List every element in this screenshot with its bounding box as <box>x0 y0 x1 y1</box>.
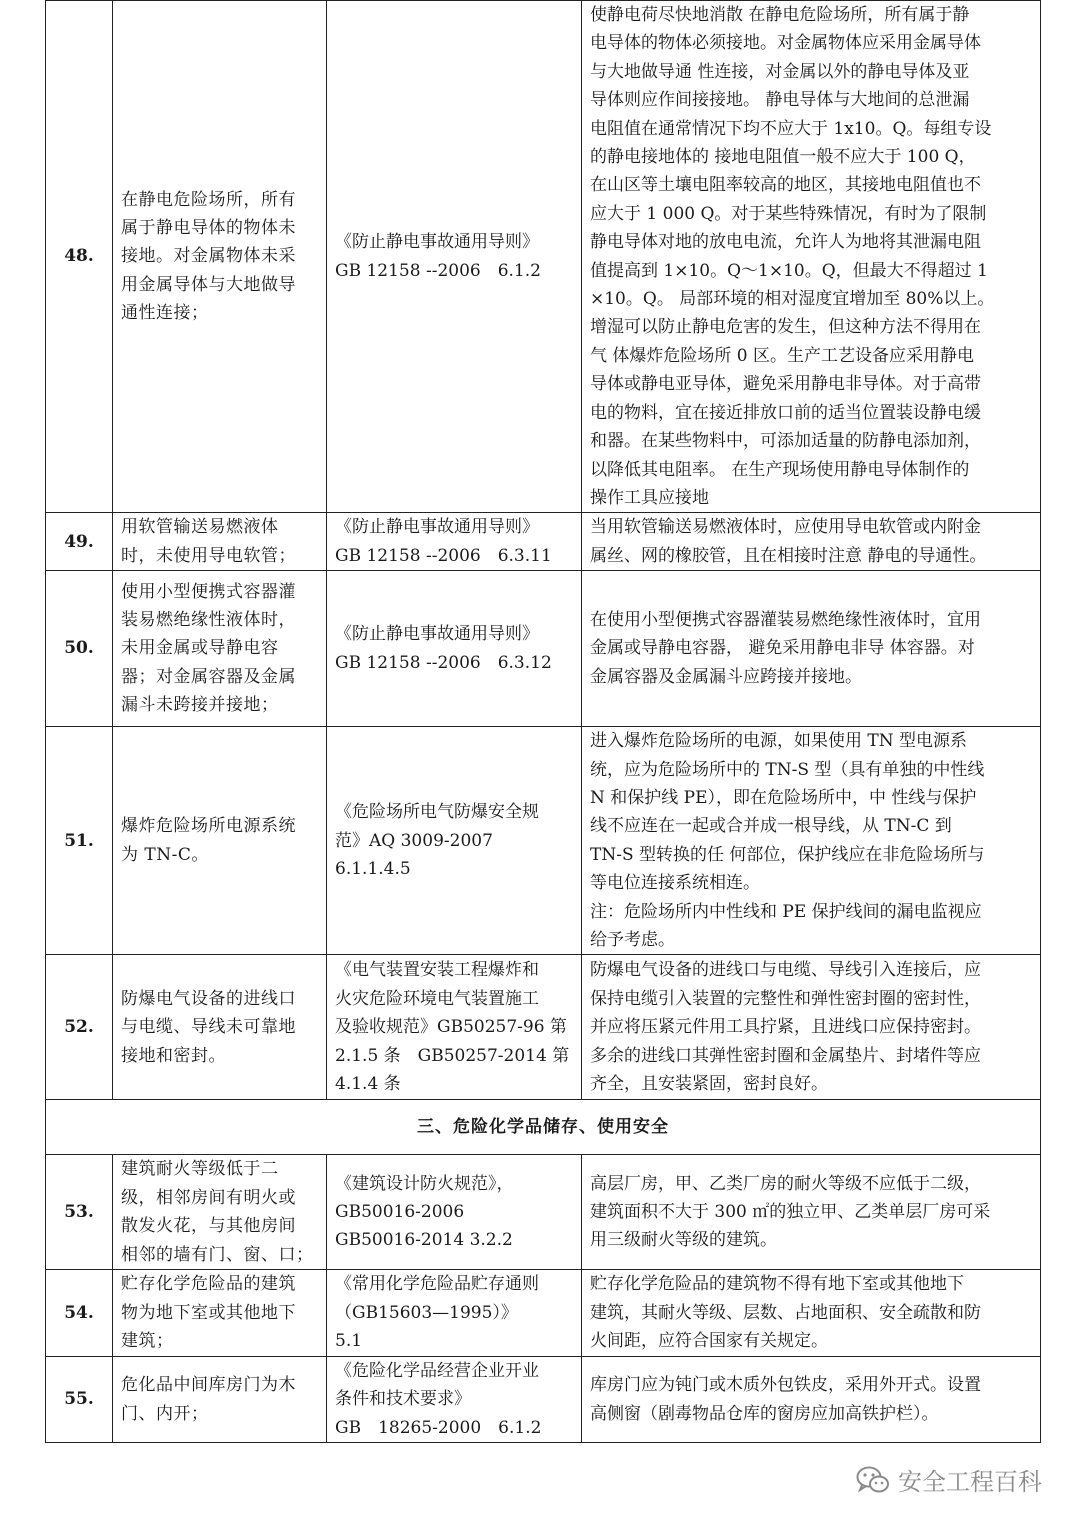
row-number: 48. <box>46 1 113 513</box>
text-line: 等电位连接系统相连。 <box>590 873 760 894</box>
text-line: GB50016-2006 <box>335 1201 465 1222</box>
text-line: 库房门应为钝门或木质外包铁皮，采用外开式。设置 <box>590 1375 981 1396</box>
text-line: 《防止静电事故通用导则》 <box>335 232 539 253</box>
text-line: 使静电荷尽快地消散 在静电危险场所，所有属于静 <box>590 5 970 25</box>
text-line: 时，未使用导电软管； <box>121 545 296 566</box>
text-line: 用三级耐火等级的建筑。 <box>590 1230 777 1251</box>
text-line: 条件和技术要求》 <box>335 1389 471 1410</box>
text-line: GB 12158 --2006 6.1.2 <box>335 260 541 281</box>
text-line: 爆炸危险场所电源系统 <box>121 816 296 837</box>
text-line: 与电缆、导线未可靠地 <box>121 1017 296 1038</box>
table-row <box>46 727 1041 955</box>
issue-cell <box>113 955 327 1100</box>
wechat-icon <box>856 1466 890 1494</box>
text-line: 散发火花，与其他房间 <box>121 1216 296 1237</box>
text-line: 在山区等土壤电阻率较高的地区，其接地电阻值也不 <box>590 175 981 196</box>
reference-cell <box>327 513 582 571</box>
text-line: 以降低其电阻率。 在生产现场使用静电导体制作的 <box>590 459 970 480</box>
text-line: 并应将压紧元件用工具拧紧，且进线口应保持密封。 <box>590 1017 981 1038</box>
text-line: 使用小型便携式容器灌 <box>121 581 296 602</box>
issue-cell <box>113 1270 327 1357</box>
text-line: 门、内开； <box>121 1403 209 1424</box>
text-line: 建筑，其耐火等级、层数、占地面积、安全疏散和防 <box>590 1302 981 1323</box>
hazard-checklist-table <box>45 0 1041 1443</box>
text-line: 建筑耐火等级低于二 <box>121 1159 279 1180</box>
row-number: 50. <box>46 571 113 727</box>
text-line: 火间距，应符合国家有关规定。 <box>590 1331 828 1352</box>
text-line: 《危险化学品经营企业开业 <box>335 1361 539 1381</box>
requirement-cell <box>582 1270 1041 1357</box>
text-line: 级，相邻房间有明火或 <box>121 1187 296 1208</box>
table-row <box>46 513 1041 571</box>
text-line: 未用金属或导静电容 <box>121 638 279 659</box>
requirement-cell <box>582 513 1041 571</box>
text-line: ×10。Q。 局部环境的相对湿度宜增加至 80%以上。 <box>590 289 995 310</box>
text-line: GB50016-2014 3.2.2 <box>335 1230 513 1251</box>
row-number: 52. <box>46 955 113 1100</box>
text-line: 建筑面积不大于 300 ㎡的独立甲、乙类单层厂房可采 <box>590 1201 991 1222</box>
text-line: 通性连接； <box>121 303 209 324</box>
text-line: 《防止静电事故通用导则》 <box>335 517 539 538</box>
row-number: 55. <box>46 1357 113 1443</box>
text-line: 接地和密封。 <box>121 1045 226 1066</box>
text-line: 电的物料，宜在接近排放口前的适当位置装设静电缓 <box>590 402 981 423</box>
text-line: 范》AQ 3009-2007 <box>335 830 493 851</box>
text-line: 用金属导体与大地做导 <box>121 274 296 295</box>
text-line: 危化品中间库房门为木 <box>121 1375 296 1396</box>
requirement-cell <box>582 727 1041 955</box>
text-line: 气 体爆炸危险场所 0 区。生产工艺设备应采用静电 <box>590 345 975 366</box>
reference-cell <box>327 727 582 955</box>
text-line: 防爆电气设备的进线口与电缆、导线引入连接后，应 <box>590 960 981 981</box>
text-line: （GB15603—1995）》 <box>335 1302 518 1323</box>
text-line: 接地。对金属物体未采 <box>121 246 296 267</box>
text-line: N 和保护线 PE），即在危险场所中，中 性线与保护 <box>590 787 977 808</box>
text-line: 导体或静电亚导体，避免采用静电非导体。对于高带 <box>590 374 981 395</box>
text-line: 装易燃绝缘性液体时， <box>121 610 296 631</box>
issue-cell <box>113 571 327 727</box>
text-line: 金属容器及金属漏斗应跨接并接地。 <box>590 666 862 687</box>
text-line: 值提高到 1×10。Q～1×10。Q，但最大不得超过 1 <box>590 260 988 281</box>
text-line: 6.1.1.4.5 <box>335 858 411 879</box>
text-line: 贮存化学危险品的建筑 <box>121 1274 296 1295</box>
text-line: 防爆电气设备的进线口 <box>121 988 296 1009</box>
text-line: 属丝、网的橡胶管，且在相接时注意 静电的导通性。 <box>590 545 987 566</box>
text-line: 和器。在某些物料中，可添加适量的防静电添加剂， <box>590 431 981 452</box>
text-line: 的静电接地体的 接地电阻值一般不应大于 100 Q， <box>590 147 976 168</box>
issue-cell <box>113 1155 327 1270</box>
text-line: 《防止静电事故通用导则》 <box>335 624 539 645</box>
reference-cell <box>327 1 582 513</box>
text-line: 4.1.4 条 <box>335 1073 401 1094</box>
text-line: 导体则应作间接接地。 静电导体与大地间的总泄漏 <box>590 90 970 111</box>
row-number: 54. <box>46 1270 113 1357</box>
text-line: 进入爆炸危险场所的电源，如果使用 TN 型电源系 <box>590 731 968 752</box>
row-number: 51. <box>46 727 113 955</box>
text-line: 火灾危险环境电气装置施工 <box>335 988 539 1009</box>
text-line: 相邻的墙有门、窗、口； <box>121 1244 314 1265</box>
text-line: 2.1.5 条 GB50257-2014 第 <box>335 1045 570 1066</box>
table-row <box>46 1357 1041 1443</box>
text-line: 建筑； <box>121 1331 174 1352</box>
text-line: TN-S 型转换的任 何部位，保护线应在非危险场所与 <box>590 844 985 865</box>
reference-cell <box>327 955 582 1100</box>
text-line: 及验收规范》GB50257-96 第 <box>335 1017 567 1038</box>
text-line: 静电导体对地的放电电流，允许人为地将其泄漏电阻 <box>590 232 981 253</box>
text-line: 高侧窗（剧毒物品仓库的窗房应加高铁护栏）。 <box>590 1403 939 1424</box>
issue-cell <box>113 727 327 955</box>
text-line: 应大于 1 000 Q。对于某些特殊情况，有时为了限制 <box>590 203 987 224</box>
text-line: 操作工具应接地 <box>590 487 709 508</box>
row-number: 53. <box>46 1155 113 1270</box>
section-row <box>46 1100 1041 1155</box>
requirement-cell <box>582 1155 1041 1270</box>
text-line: 给予考虑。 <box>590 929 675 950</box>
requirement-cell <box>582 955 1041 1100</box>
text-line: 齐全，且安装紧固，密封良好。 <box>590 1073 828 1094</box>
reference-cell <box>327 1155 582 1270</box>
text-line: 高层厂房，甲、乙类厂房的耐火等级不应低于二级， <box>590 1173 981 1194</box>
text-line: 电阻值在通常情况下均不应大于 1x10。Q。每组专设 <box>590 118 992 139</box>
table-row <box>46 955 1041 1100</box>
table-row <box>46 571 1041 727</box>
text-line: 线不应连在一起或合并成一根导线，从 TN-C 到 <box>590 816 952 837</box>
text-line: 增湿可以防止静电危害的发生，但这种方法不得用在 <box>590 317 981 338</box>
reference-cell <box>327 571 582 727</box>
requirement-cell <box>582 1357 1041 1443</box>
requirement-cell <box>582 571 1041 727</box>
table-row <box>46 1 1041 513</box>
text-line: 《建筑设计防火规范》， <box>335 1173 514 1194</box>
text-line: 在使用小型便携式容器灌装易燃绝缘性液体时，宜用 <box>590 610 981 631</box>
issue-cell <box>113 513 327 571</box>
reference-cell <box>327 1357 582 1443</box>
text-line: GB 12158 --2006 6.3.11 <box>335 545 552 566</box>
section-title: 三、危险化学品储存、使用安全 <box>46 1100 1041 1155</box>
text-line: 多余的进线口其弹性密封圈和金属垫片、封堵件等应 <box>590 1045 981 1066</box>
text-line: 《常用化学危险品贮存通则 <box>335 1274 539 1295</box>
text-line: 5.1 <box>335 1331 363 1352</box>
row-number: 49. <box>46 513 113 571</box>
text-line: 当用软管输送易燃液体时，应使用导电软管或内附金 <box>590 517 981 538</box>
text-line: 与大地做导通 性连接，对金属以外的静电导体及亚 <box>590 61 970 82</box>
text-line: 贮存化学危险品的建筑物不得有地下室或其他地下 <box>590 1274 964 1295</box>
text-line: 保持电缆引入装置的完整性和弹性密封圈的密封性， <box>590 988 981 1009</box>
reference-cell <box>327 1270 582 1357</box>
text-line: GB 18265-2000 6.1.2 <box>335 1417 542 1438</box>
requirement-cell <box>582 1 1041 513</box>
text-line: 《电气装置安装工程爆炸和 <box>335 960 539 981</box>
text-line: 《危险场所电气防爆安全规 <box>335 802 539 823</box>
text-line: 用软管输送易燃液体 <box>121 517 279 538</box>
text-line: 在静电危险场所，所有 <box>121 189 296 210</box>
text-line: 器；对金属容器及金属 <box>121 666 296 687</box>
table-row <box>46 1155 1041 1270</box>
issue-cell <box>113 1 327 513</box>
issue-cell <box>113 1357 327 1443</box>
watermark-text: 安全工程百科 <box>898 1468 1042 1496</box>
text-line: 注：危险场所内中性线和 PE 保护线间的漏电监视应 <box>590 901 982 922</box>
text-line: 物为地下室或其他地下 <box>121 1302 296 1323</box>
text-line: 漏斗未跨接并接地； <box>121 695 279 716</box>
text-line: 金属或导静电容器， 避免采用静电非导 体容器。对 <box>590 638 975 659</box>
text-line: 统，应为危险场所中的 TN-S 型（具有单独的中性线 <box>590 759 985 780</box>
text-line: GB 12158 --2006 6.3.12 <box>335 652 552 673</box>
watermark <box>856 1462 1042 1497</box>
text-line: 为 TN-C。 <box>121 844 209 865</box>
text-line: 电导体的物体必须接地。对金属物体应采用金属导体 <box>590 33 981 54</box>
text-line: 属于静电导体的物体未 <box>121 218 296 239</box>
table-row <box>46 1270 1041 1357</box>
